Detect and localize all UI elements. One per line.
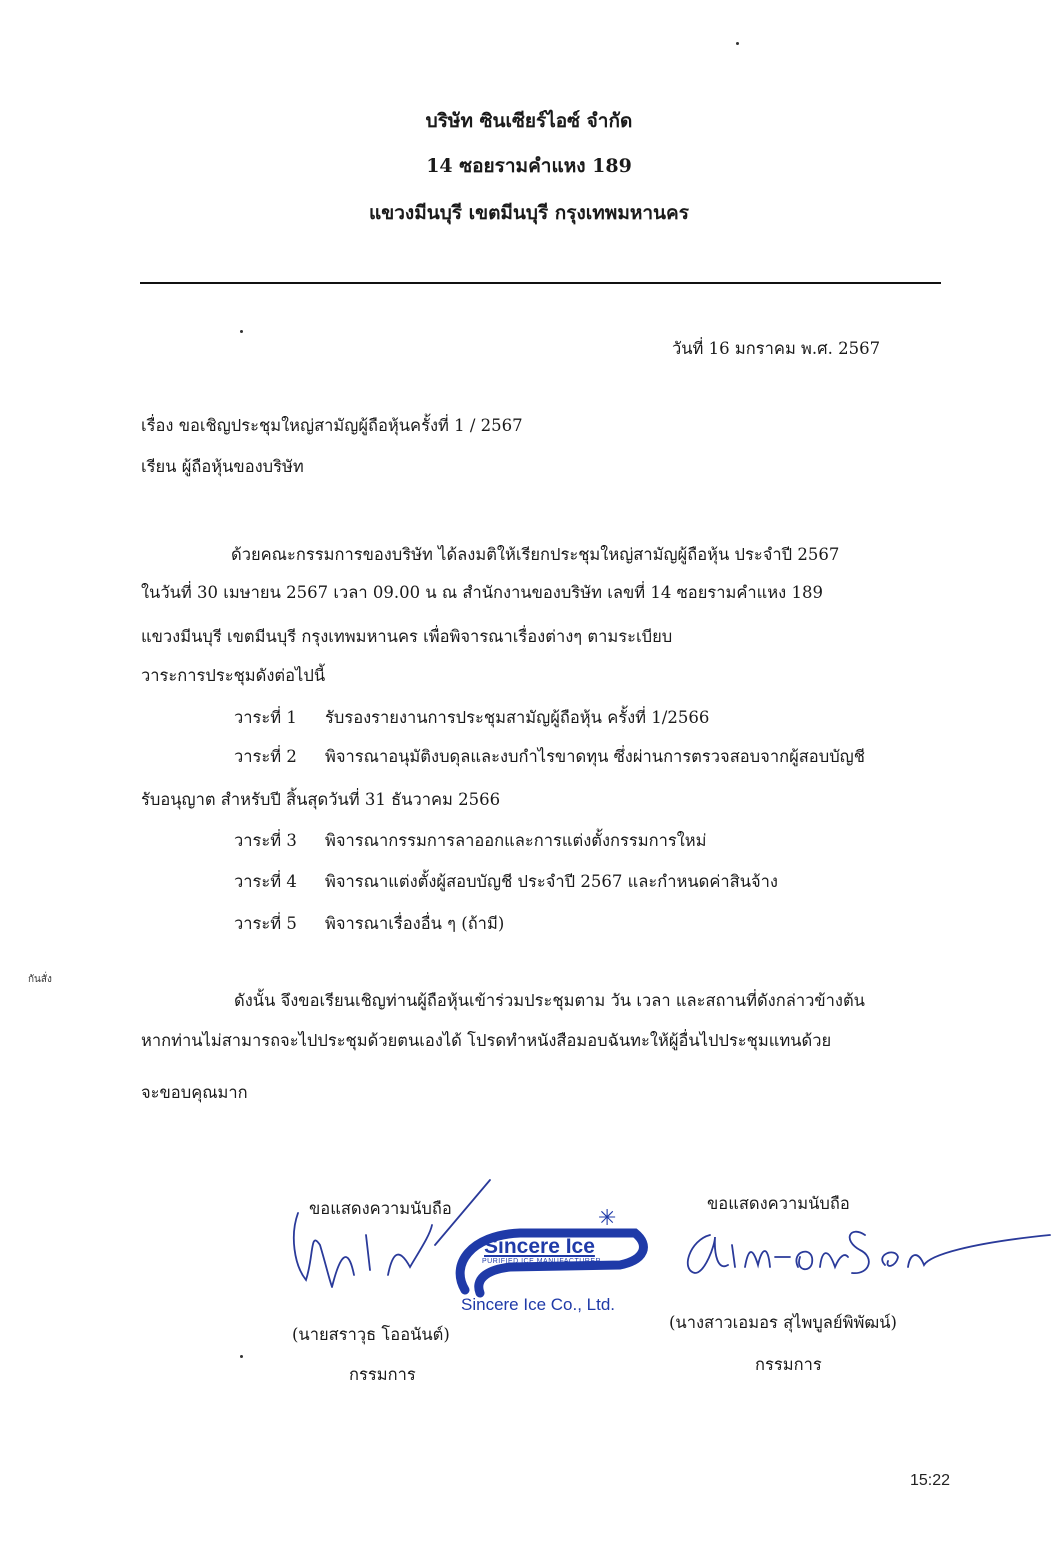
agenda-text-1: รับรองรายงานการประชุมสามัญผู้ถือหุ้น ครั้งที่ 1/2566 [325, 708, 710, 727]
body-line-2: ในวันที่ 30 เมษายน 2567 เวลา 09.00 น ณ สำนักงานของบริษัท เลขที่ 14 ซอยรามคำแหง 189 [141, 583, 823, 602]
right-handwritten-signature [670, 1195, 1055, 1285]
company-stamp-tagline: PURIFIED ICE MANUFACTURER [482, 1258, 602, 1265]
agenda-label-3: วาระที่ 3 [234, 831, 297, 850]
agenda-text-2-continued: รับอนุญาต สำหรับปี สิ้นสุดวันที่ 31 ธันวาคม 2566 [141, 790, 501, 809]
left-signatory-title: กรรมการ [349, 1365, 416, 1384]
right-signatory-title: กรรมการ [755, 1355, 822, 1374]
company-name: บริษัท ซินเซียร์ไอซ์ จำกัด [425, 110, 633, 132]
right-signatory-name: (นางสาวเอมอร สุไพบูลย์พิพัฒน์) [669, 1313, 897, 1332]
closing-line-3: จะขอบคุณมาก [141, 1083, 248, 1102]
company-stamp-name: Sincere Ice Co., Ltd. [461, 1295, 616, 1314]
closing-line-2: หากท่านไม่สามารถจะไปประชุมด้วยตนเองได้ โปรดทำหนังสือมอบฉันทะให้ผู้อื่นไปประชุมแทนด้วย [141, 1031, 832, 1050]
company-address-line1: 14 ซอยรามคำแหง 189 [426, 155, 632, 177]
left-regards: ขอแสดงความนับถือ [309, 1199, 452, 1218]
agenda-text-4: พิจารณาแต่งตั้งผู้สอบบัญชี ประจำปี 2567 และกำหนดค่าสินจ้าง [325, 872, 778, 891]
closing-line-1: ดังนั้น จึงขอเรียนเชิญท่านผู้ถือหุ้นเข้าร่วมประชุมตาม วัน เวลา และสถานที่ดังกล่าวข้างต้น [234, 991, 865, 1010]
agenda-text-2: พิจารณาอนุมัติงบดุลและงบกำไรขาดทุน ซึ่งผ่านการตรวจสอบจากผู้สอบบัญชี [325, 747, 865, 766]
left-signatory-name: (นายสราวุธ โออนันต์) [292, 1325, 450, 1344]
company-address-line2: แขวงมีนบุรี เขตมีนบุรี กรุงเทพมหานคร [369, 202, 689, 224]
svg-text:✳: ✳ [598, 1206, 617, 1231]
right-regards: ขอแสดงความนับถือ [707, 1194, 850, 1213]
scan-speck [736, 42, 739, 45]
agenda-text-5: พิจารณาเรื่องอื่น ๆ (ถ้ามี) [325, 914, 505, 933]
header-divider [140, 282, 941, 284]
margin-note: กันสั่ง [28, 974, 52, 985]
letter-recipient: เรียน ผู้ถือหุ้นของบริษัท [141, 457, 304, 476]
agenda-label-5: วาระที่ 5 [234, 914, 297, 933]
scan-speck [240, 330, 243, 333]
company-stamp-logo: Sincere Ice [484, 1235, 595, 1258]
body-line-4: วาระการประชุมดังต่อไปนี้ [141, 666, 326, 685]
scan-speck [240, 1355, 243, 1358]
agenda-label-4: วาระที่ 4 [234, 872, 297, 891]
letter-subject: เรื่อง ขอเชิญประชุมใหญ่สามัญผู้ถือหุ้นครั้งที่ 1 / 2567 [141, 416, 523, 435]
agenda-text-3: พิจารณากรรมการลาออกและการแต่งตั้งกรรมการใหม่ [325, 831, 707, 850]
scan-timestamp: 15:22 [910, 1472, 951, 1489]
body-line-1: ด้วยคณะกรรมการของบริษัท ได้ลงมติให้เรียกประชุมใหญ่สามัญผู้ถือหุ้น ประจำปี 2567 [231, 545, 840, 564]
body-line-3: แขวงมีนบุรี เขตมีนบุรี กรุงเทพมหานคร เพื่อพิจารณาเรื่องต่างๆ ตามระเบียบ [141, 627, 673, 646]
agenda-label-2: วาระที่ 2 [234, 747, 297, 766]
agenda-label-1: วาระที่ 1 [234, 708, 297, 727]
letter-date: วันที่ 16 มกราคม พ.ศ. 2567 [672, 339, 881, 358]
